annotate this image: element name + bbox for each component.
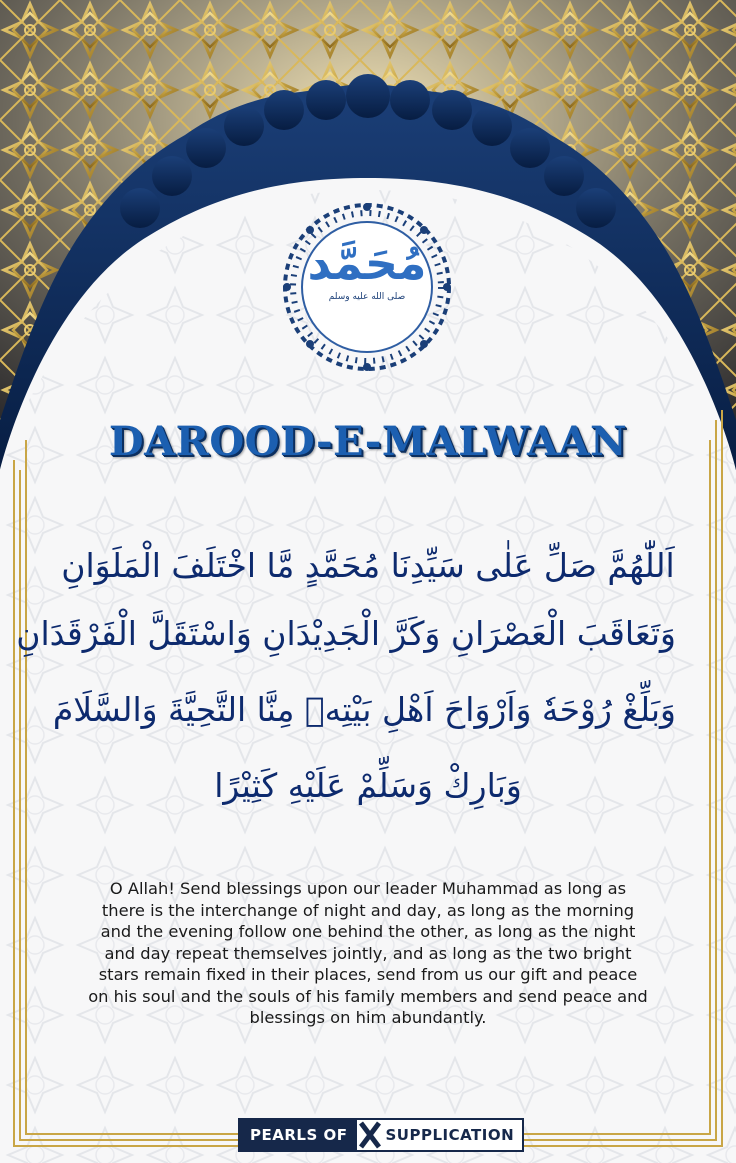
brand-right-text: SUPPLICATION xyxy=(385,1126,515,1144)
emblem-name-text: مُحَمَّد xyxy=(307,236,427,290)
arabic-line-2: وَتَعَاقَبَ الْعَصْرَانِ وَكَرَّ الْجَدِيْدَانِ وَاسْتَقَلَّ الْفَرْقَدَانِ xyxy=(16,614,676,653)
emblem-honorific-text: صلى الله عليه وسلم xyxy=(328,292,406,302)
brand-left-text: PEARLS OF xyxy=(240,1120,357,1150)
brand-logo xyxy=(238,1118,524,1152)
emblem-calligraphy xyxy=(302,236,432,302)
cross-icon xyxy=(357,1120,383,1150)
english-translation: O Allah! Send blessings upon our leader Muhammad as long as there is the interchange of night and day, as long as the morning and the evening follow one behind the other, as long as the night and day repeat themselves jointly, and as long as the two bright stars remain fixed in their places, send from us our gift and peace on his soul and the souls of his family members and send peace and blessings on him abundantly. xyxy=(88,879,648,1027)
arabic-line-3: وَبَلِّغْ رُوْحَهٗ وَاَرْوَاحَ اَهْلِ بَيْتِهٖ مِنَّا التَّحِيَّةَ وَالسَّلَامَ xyxy=(52,690,676,729)
arabic-line-1: اَللّٰهُمَّ صَلِّ عَلٰى سَيِّدِنَا مُحَمَّدٍ مَّا اخْتَلَفَ الْمَلَوَانِ xyxy=(61,546,675,585)
page-title: DAROOD-E-MALWAAN xyxy=(108,418,628,465)
arabic-line-4: وَبَارِكْ وَسَلِّمْ عَلَيْهِ كَثِيْرًا xyxy=(214,766,522,805)
